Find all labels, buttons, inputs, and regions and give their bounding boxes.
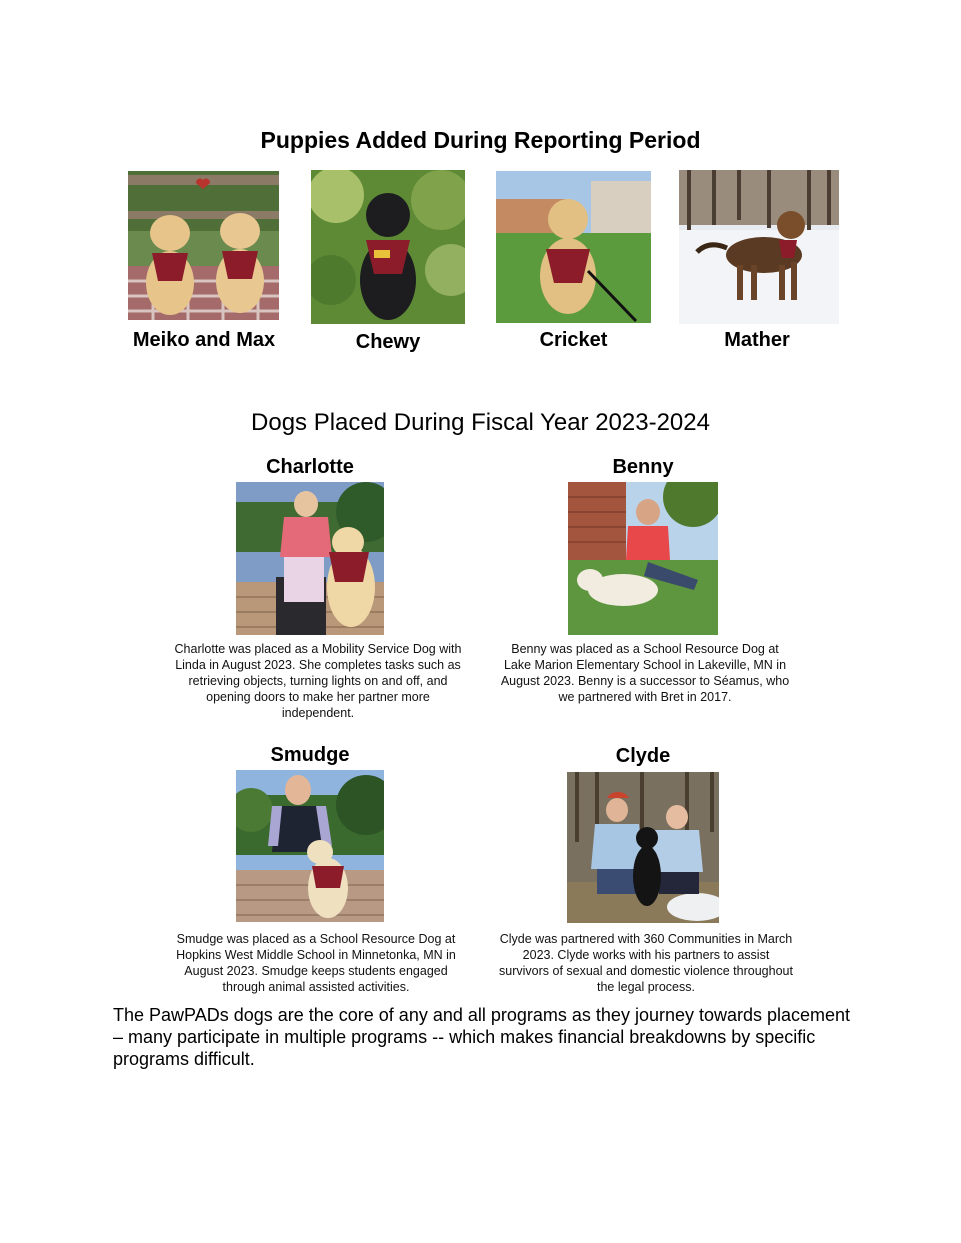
benny-photo: [568, 482, 718, 635]
dog-description-smudge: Smudge was placed as a School Resource Dog at Hopkins West Middle School in Minnetonka, MN in August 2023. Smudge keeps students engaged through animal assisted activities.: [176, 932, 456, 994]
dog-name-charlotte: Charlotte: [266, 456, 354, 478]
dog-name-smudge: Smudge: [270, 744, 350, 766]
puppies-heading: Puppies Added During Reporting Period: [260, 127, 701, 153]
chewy-photo: [311, 170, 465, 324]
smudge-photo: [236, 770, 384, 922]
dog-description-benny: Benny was placed as a School Resource Dog at Lake Marion Elementary School in Lakeville, MN in August 2023. Benny is a successor to Séamus, who we partnered with Bret in 2017.: [500, 642, 790, 704]
dog-name-clyde: Clyde: [615, 745, 671, 767]
dog-description-clyde: Clyde was partnered with 360 Communities in March 2023. Clyde works with his partners to assist survivors of sexual and domestic violence throughout the legal process.: [499, 932, 793, 994]
clyde-photo: [567, 772, 719, 923]
puppy-caption-meiko-and-max: Meiko and Max: [132, 329, 276, 351]
placed-dogs-heading: Dogs Placed During Fiscal Year 2023-2024: [251, 409, 710, 436]
puppy-caption-cricket: Cricket: [539, 329, 608, 351]
mather-photo: [679, 170, 839, 324]
footer-paragraph: The PawPADs dogs are the core of any and all programs as they journey towards placement – many participate in multiple programs -- which makes financial breakdowns by specific programs difficult.: [113, 1005, 851, 1069]
puppy-caption-mather: Mather: [724, 329, 790, 351]
dog-description-charlotte: Charlotte was placed as a Mobility Service Dog with Linda in August 2023. She completes tasks such as retrieving objects, turning lights on and off, and opening doors to make her partner more independent.: [174, 642, 462, 720]
dog-name-benny: Benny: [612, 456, 674, 478]
cricket-photo: [496, 171, 651, 323]
meiko-and-max-photo: [128, 171, 279, 320]
puppy-caption-chewy: Chewy: [355, 331, 421, 353]
charlotte-photo: [236, 482, 384, 635]
